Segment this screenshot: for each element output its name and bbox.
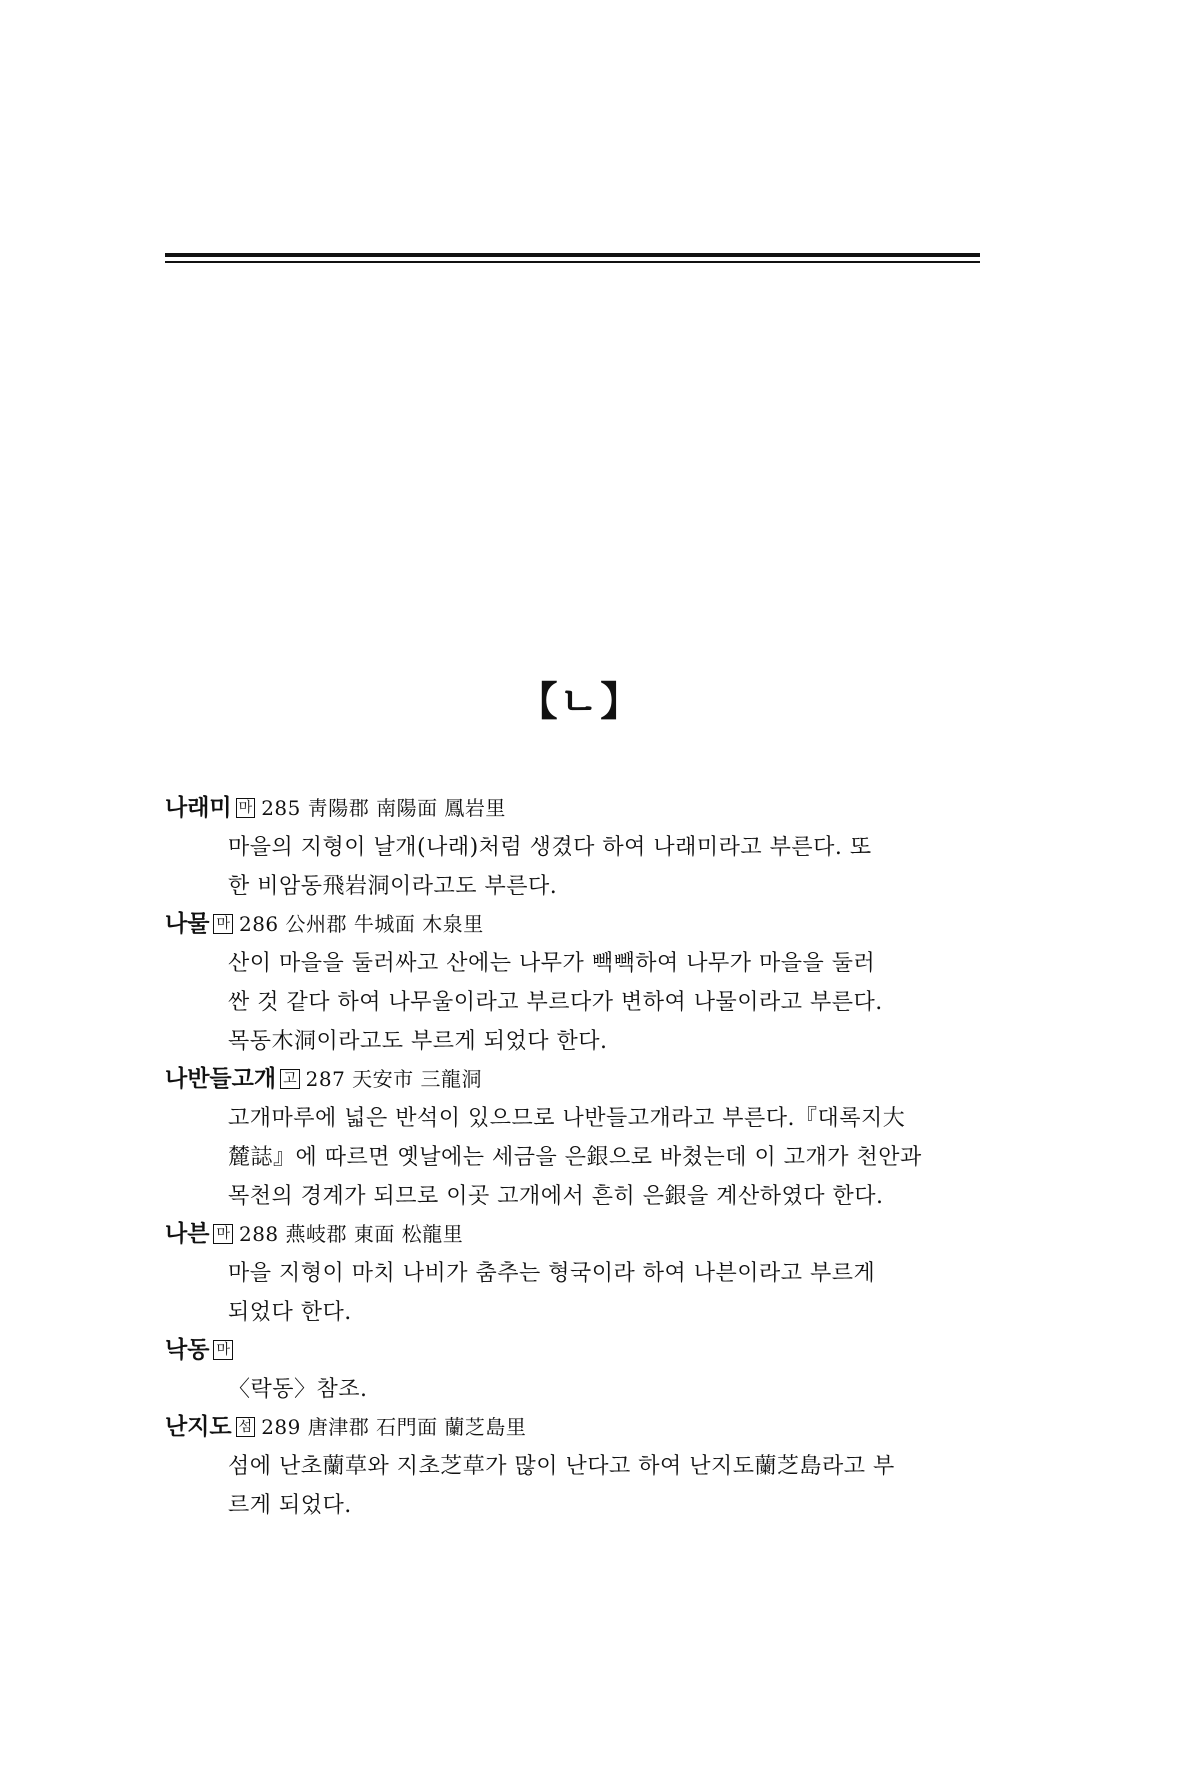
entry-type-badge: 마	[236, 798, 256, 818]
entry-text-line: 마을의 지형이 날개(나래)처럼 생겼다 하여 나래미라고 부른다. 또	[228, 835, 872, 860]
entry-text-line: 섬에 난초蘭草와 지초芝草가 많이 난다고 하여 난지도蘭芝島라고 부	[228, 1454, 895, 1479]
entry-type-badge: 마	[213, 1340, 233, 1360]
entry	[165, 906, 985, 1061]
entry-text-line: 목동木洞이라고도 부르게 되었다 한다.	[228, 1029, 608, 1054]
entry	[165, 1061, 985, 1216]
entry-text-line: 〈락동〉참조.	[228, 1377, 368, 1402]
entry-text-line: 되었다 한다.	[228, 1300, 352, 1325]
entry-text-line: 고개마루에 넓은 반석이 있으므로 나반들고개라고 부른다.『대록지大	[228, 1106, 906, 1131]
entry-reference: 287 天安市 三龍洞	[305, 1067, 483, 1091]
entry-headline	[165, 906, 985, 944]
entry-reference: 289 唐津郡 石門面 蘭芝島里	[261, 1415, 527, 1439]
entry-reference: 288 燕岐郡 東面 松龍里	[238, 1222, 464, 1246]
entry-text-line: 산이 마을을 둘러싸고 산에는 나무가 빽빽하여 나무가 마을을 둘러	[228, 951, 876, 976]
entry-text-line: 싼 것 같다 하여 나무울이라고 부르다가 변하여 나물이라고 부른다.	[228, 990, 883, 1015]
entry	[165, 790, 985, 906]
entry-reference: 285 靑陽郡 南陽面 鳳岩里	[261, 796, 506, 820]
top-rule-thick	[165, 253, 980, 257]
entry-headline	[165, 790, 985, 828]
entry	[165, 1409, 985, 1525]
entry-headword: 낙동	[165, 1336, 210, 1363]
entry-type-badge: 섬	[236, 1417, 256, 1437]
entry-headline	[165, 1061, 985, 1099]
entry-headword: 나반들고개	[165, 1065, 277, 1092]
section-heading: 【ㄴ】	[517, 678, 643, 725]
entry-headline	[165, 1409, 985, 1447]
entry-headword: 나래미	[165, 794, 232, 821]
entry-list	[165, 790, 985, 1525]
entry-headword: 난지도	[165, 1413, 232, 1440]
entry-text-line: 목천의 경계가 되므로 이곳 고개에서 흔히 은銀을 계산하였다 한다.	[228, 1184, 884, 1209]
entry-headline	[165, 1332, 985, 1370]
entry-headword: 나븐	[165, 1220, 210, 1247]
entry-reference: 286 公州郡 牛城面 木泉里	[238, 912, 484, 936]
entry-headword: 나물	[165, 910, 210, 937]
entry-headline	[165, 1216, 985, 1254]
entry-type-badge: 고	[280, 1069, 300, 1089]
entry	[165, 1332, 985, 1409]
top-rule-thin	[165, 261, 980, 263]
entry-text-line: 한 비암동飛岩洞이라고도 부른다.	[228, 874, 558, 899]
entry	[165, 1216, 985, 1332]
entry-text-line: 르게 되었다.	[228, 1493, 352, 1518]
entry-type-badge: 마	[213, 914, 233, 934]
entry-text-line: 麓誌』에 따르면 옛날에는 세금을 은銀으로 바쳤는데 이 고개가 천안과	[228, 1145, 922, 1170]
entry-text-line: 마을 지형이 마치 나비가 춤추는 형국이라 하여 나븐이라고 부르게	[228, 1261, 876, 1286]
entry-type-badge: 마	[213, 1224, 233, 1244]
